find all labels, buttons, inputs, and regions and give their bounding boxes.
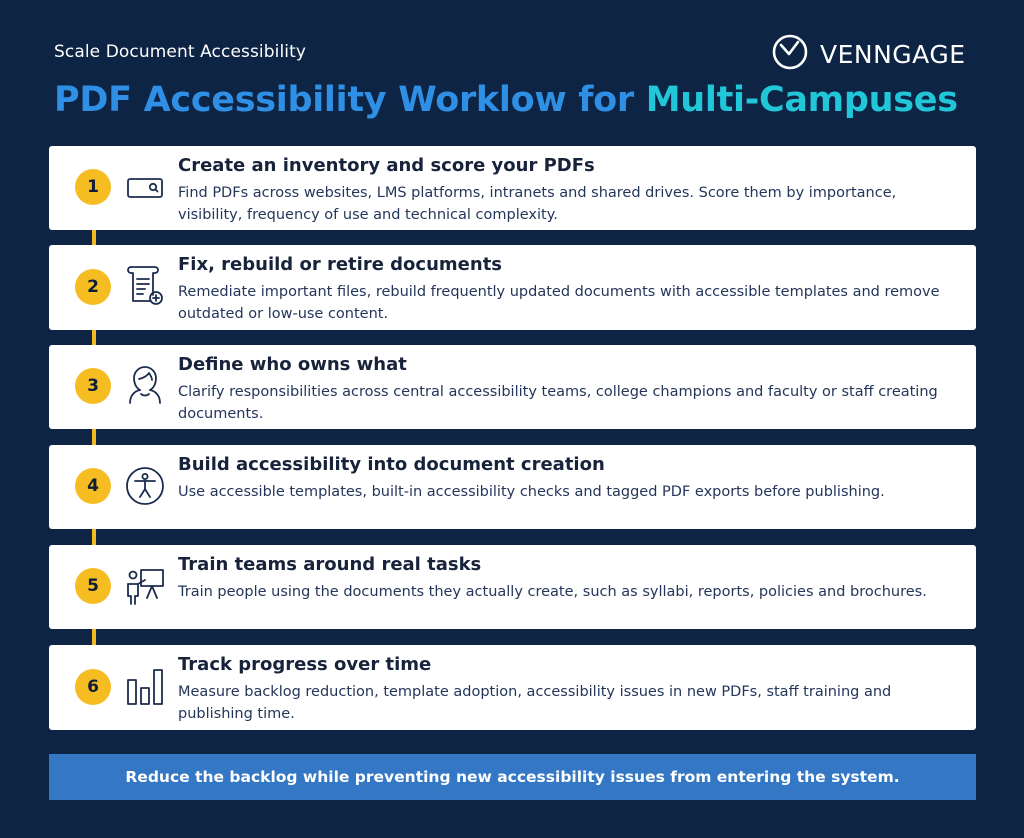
search-icon [121, 164, 169, 212]
step-card-4 [49, 445, 976, 529]
step-description: Find PDFs across websites, LMS platforms, intranets and shared drives. Score them by importance, visibility, frequency of use and technical complexity. [178, 185, 897, 223]
step-title: Define who owns what [178, 354, 407, 375]
step-description: Clarify responsibilities across central accessibility teams, college champions and faculty or staff creating documents. [178, 384, 938, 422]
brand-logo [772, 35, 966, 73]
step-title: Build accessibility into document creation [178, 454, 605, 475]
venngage-logo-icon [772, 34, 808, 74]
step-number: 6 [75, 669, 111, 705]
footer-banner: Reduce the backlog while preventing new accessibility issues from entering the system. [49, 754, 976, 800]
step-number: 4 [75, 468, 111, 504]
step-title: Fix, rebuild or retire documents [178, 254, 503, 275]
step-description: Remediate important files, rebuild frequently updated documents with accessible templates and remove outdated or low-use content. [178, 284, 940, 322]
subtitle: Scale Document Accessibility [54, 42, 307, 62]
step-number: 3 [75, 368, 111, 404]
step-number: 1 [75, 169, 111, 205]
step-card-3 [49, 345, 976, 429]
step-title: Train teams around real tasks [178, 554, 482, 575]
document-add-icon [121, 261, 169, 309]
presenter-icon [121, 562, 169, 610]
step-card-2 [49, 245, 976, 330]
step-card-6 [49, 645, 976, 730]
title-part-2: Multi-Campuses [645, 80, 958, 120]
title-part-1: PDF Accessibility Worklow for [54, 80, 646, 120]
step-number: 5 [75, 568, 111, 604]
step-title: Track progress over time [178, 654, 432, 675]
brand-name: VENNGAGE [820, 39, 966, 69]
accessibility-icon [121, 462, 169, 510]
step-description: Measure backlog reduction, template adoption, accessibility issues in new PDFs, staff training and publishing time. [178, 684, 892, 722]
user-icon [121, 362, 169, 410]
step-description: Train people using the documents they actually create, such as syllabi, reports, policies and brochures. [178, 584, 927, 600]
page-title [54, 80, 984, 120]
step-description: Use accessible templates, built-in accessibility checks and tagged PDF exports before publishing. [178, 484, 885, 500]
step-card-5 [49, 545, 976, 629]
step-title: Create an inventory and score your PDFs [178, 155, 595, 176]
step-number: 2 [75, 269, 111, 305]
step-card-1 [49, 146, 976, 230]
bar-chart-icon [121, 663, 169, 711]
